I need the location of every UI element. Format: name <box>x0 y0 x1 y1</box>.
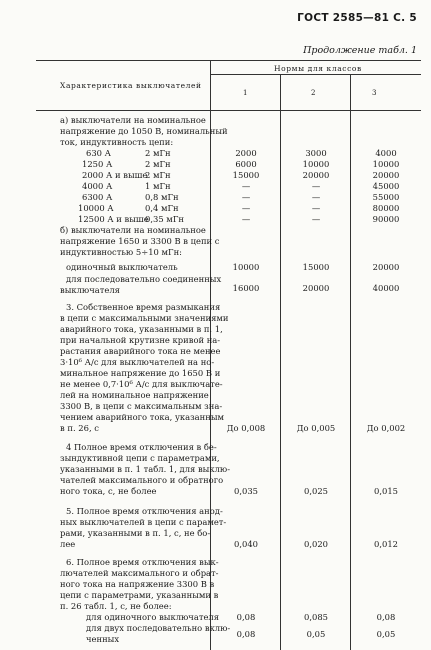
class1-value: 0,08 <box>236 612 256 622</box>
class3-value: 20000 <box>372 170 400 180</box>
text-line: 3. Собственное время размыкания <box>66 302 221 312</box>
row-current: 10000 А <box>78 203 114 213</box>
text-line: при начальной крутизне кривой на- <box>60 335 221 345</box>
table-top-rule <box>36 60 421 61</box>
class1-value: 0,040 <box>234 539 258 549</box>
text-line: чателей максимального и обратного <box>60 475 224 485</box>
text-line: ток, индуктивность цепи: <box>60 137 174 147</box>
text-line: ного тока на напряжение 3300 В в <box>60 579 215 589</box>
row-current: 630 А <box>86 148 111 158</box>
class2-value: — <box>311 192 321 202</box>
text-line: 3·10⁶ А/с для выключателей на но- <box>60 357 215 367</box>
class1-value: — <box>241 192 251 202</box>
text-line: в п. 26, с <box>60 423 99 433</box>
class1-value: — <box>241 203 251 213</box>
class3-value: 0,015 <box>374 486 398 496</box>
column-header-characteristic: Характеристика выключателей <box>60 81 202 90</box>
text-line: лей на номинальное напряжение <box>60 390 209 400</box>
text-line: зындуктивной цепи с параметрами, <box>60 453 220 463</box>
class1-value: До 0,008 <box>226 423 266 433</box>
class3-value: 20000 <box>372 262 400 272</box>
text-line: б) выключатели на номинальное <box>60 225 206 235</box>
row-inductance: 1 мГн <box>145 181 171 191</box>
class3-value: 45000 <box>372 181 400 191</box>
text-line: 3300 В, в цепи с максимальным зна- <box>60 401 223 411</box>
text-line: ных выключателей в цепи с парамет- <box>60 517 227 527</box>
class2-value: 0,05 <box>306 629 326 639</box>
class2-value: 10000 <box>302 159 330 169</box>
text-line: растания аварийного тока не менее <box>60 346 221 356</box>
row-inductance: 2 мГн <box>145 170 171 180</box>
row-label: одиночный выключатель <box>66 262 178 272</box>
class2-value: 0,020 <box>304 539 328 549</box>
row-label: ченных <box>86 634 120 644</box>
class2-value: 0,085 <box>304 612 328 622</box>
class1-value: 0,035 <box>234 486 258 496</box>
text-line: минальное напряжение до 1650 В и <box>60 368 221 378</box>
row-current: 12500 А и выше <box>78 214 149 224</box>
text-line: 4 Полное время отключения в бе- <box>66 442 217 452</box>
text-line: 6. Полное время отключения вык- <box>66 557 219 567</box>
row-inductance: 0,4 мГн <box>145 203 179 213</box>
class1-value: 6000 <box>235 159 257 169</box>
class3-value: 0,012 <box>374 539 398 549</box>
row-label: для последовательно соединенных <box>66 274 222 284</box>
row-current: 1250 А <box>82 159 113 169</box>
text-line: в цепи с максимальными значениями <box>60 313 229 323</box>
class1-value: 16000 <box>232 283 260 293</box>
class1-value: — <box>241 214 251 224</box>
text-line: а) выключатели на номинальное <box>60 115 206 125</box>
class3-value: 55000 <box>372 192 400 202</box>
text-line: напряжение до 1050 В, номинальный <box>60 126 228 136</box>
row-label: выключателя <box>60 285 120 295</box>
class3-value: 0,08 <box>376 612 396 622</box>
norms-header-rule <box>210 74 421 75</box>
class3-value: 4000 <box>375 148 397 158</box>
class1-value: 15000 <box>232 170 260 180</box>
row-inductance: 2 мГн <box>145 148 171 158</box>
text-line: лее <box>60 539 76 549</box>
text-line: указанными в п. 1 табл. 1, для выклю- <box>60 464 231 474</box>
text-line: ного тока, с, не более <box>60 486 157 496</box>
row-current: 4000 А <box>82 181 113 191</box>
class1-value: 2000 <box>235 148 257 158</box>
header-bottom-rule <box>36 110 421 111</box>
class2-value: — <box>311 181 321 191</box>
class2-value: 3000 <box>305 148 327 158</box>
class2-value: До 0,005 <box>296 423 336 433</box>
document-code: ГОСТ 2585—81 С. 5 <box>297 12 417 24</box>
text-line: рами, указанными в п. 1, с, не бо- <box>60 528 211 538</box>
text-line: чением аварийного тока, указанным <box>60 412 225 422</box>
class2-value: 20000 <box>302 170 330 180</box>
class1-value: 10000 <box>232 262 260 272</box>
table-continuation-caption: Продолжение табл. 1 <box>303 45 417 56</box>
class3-value: 0,05 <box>376 629 396 639</box>
class2-value: 20000 <box>302 283 330 293</box>
class2-value: 15000 <box>302 262 330 272</box>
class1-value: — <box>241 181 251 191</box>
row-inductance: 2 мГн <box>145 159 171 169</box>
row-inductance: 0,8 мГн <box>145 192 179 202</box>
row-label: для одиночного выключателя <box>86 612 220 622</box>
text-line: 5. Полное время отключения анод- <box>66 506 223 516</box>
column-header-norms: Нормы для классов <box>274 64 362 73</box>
text-line: аварийного тока, указанными в п. 1, <box>60 324 223 334</box>
row-current: 2000 А и выше <box>82 170 148 180</box>
text-line: п. 26 табл. 1, с, не более: <box>60 601 172 611</box>
class3-value: 80000 <box>372 203 400 213</box>
class1-value: 0,08 <box>236 629 256 639</box>
class2-value: 0,025 <box>304 486 328 496</box>
class3-value: 10000 <box>372 159 400 169</box>
text-line: лючателей максимального и обрат- <box>60 568 219 578</box>
class3-value: 40000 <box>372 283 400 293</box>
row-inductance: 0,35 мГн <box>145 214 184 224</box>
class3-value: До 0,002 <box>366 423 406 433</box>
row-label: для двух последовательно вклю- <box>86 623 231 633</box>
text-line: не менее 0,7·10⁶ А/с для выключате- <box>60 379 223 389</box>
class2-value: — <box>311 203 321 213</box>
text-line: индуктивностью 5÷10 мГн: <box>60 247 183 257</box>
class-number: 3 <box>372 89 377 97</box>
text-line: напряжение 1650 и 3300 В в цепи с <box>60 236 220 246</box>
row-current: 6300 А <box>82 192 113 202</box>
class3-value: 90000 <box>372 214 400 224</box>
text-line: цепи с параметрами, указанными в <box>60 590 219 600</box>
class2-value: — <box>311 214 321 224</box>
class-number: 2 <box>311 89 316 97</box>
class-number: 1 <box>243 89 248 97</box>
